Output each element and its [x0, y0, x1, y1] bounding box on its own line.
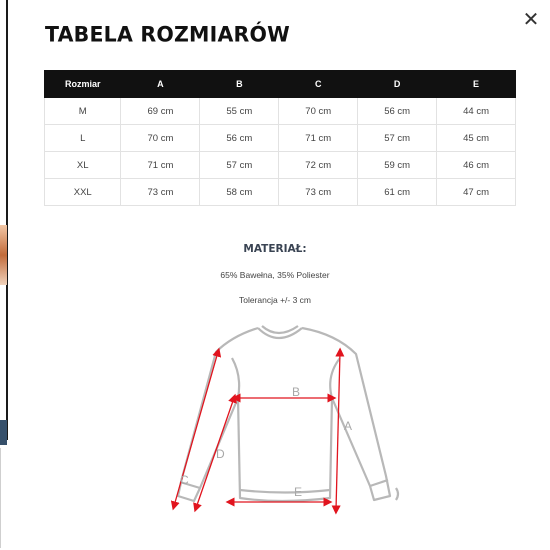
material-composition: 65% Bawełna, 35% Poliester [220, 270, 330, 280]
table-cell: 45 cm [437, 125, 516, 152]
table-cell: 72 cm [279, 152, 358, 179]
table-cell: L [45, 125, 121, 152]
background-image-strip-blue [0, 420, 7, 445]
header-e: E [437, 71, 516, 98]
label-d: D [216, 447, 225, 461]
header-size: Rozmiar [45, 71, 121, 98]
sweatshirt-outline [178, 326, 398, 501]
table-cell: 73 cm [121, 179, 200, 206]
table-cell: 71 cm [121, 152, 200, 179]
table-cell: 44 cm [437, 98, 516, 125]
table-cell: XL [45, 152, 121, 179]
table-cell: M [45, 98, 121, 125]
table-cell: 61 cm [358, 179, 437, 206]
table-cell: 70 cm [279, 98, 358, 125]
table-cell: 70 cm [121, 125, 200, 152]
table-cell: 57 cm [200, 152, 279, 179]
material-title: MATERIAŁ: [243, 243, 307, 255]
arrow-c-sleeve-inner [196, 398, 234, 508]
table-cell: 73 cm [279, 179, 358, 206]
table-cell: 58 cm [200, 179, 279, 206]
material-tolerance: Tolerancja +/- 3 cm [238, 295, 312, 305]
table-row [45, 98, 516, 125]
label-a: A [344, 419, 353, 433]
table-row [45, 152, 516, 179]
background-ticks [0, 448, 10, 548]
header-c: C [279, 71, 358, 98]
header-d: D [358, 71, 437, 98]
table-cell: 59 cm [358, 152, 437, 179]
table-cell: 71 cm [279, 125, 358, 152]
table-cell: XXL [45, 179, 121, 206]
label-c: C [180, 473, 189, 487]
modal-title: TABELA ROZMIARÓW [45, 21, 290, 47]
table-row [45, 125, 516, 152]
measurement-arrows [174, 352, 340, 510]
table-cell: 47 cm [437, 179, 516, 206]
background-divider [6, 0, 8, 440]
table-cell: 46 cm [437, 152, 516, 179]
header-a: A [121, 71, 200, 98]
table-row [45, 179, 516, 206]
label-e: E [294, 485, 303, 499]
header-b: B [200, 71, 279, 98]
size-table [44, 70, 516, 206]
table-cell: 57 cm [358, 125, 437, 152]
close-icon[interactable]: ✕ [522, 7, 540, 31]
table-cell: 56 cm [200, 125, 279, 152]
table-cell: 55 cm [200, 98, 279, 125]
table-cell: 56 cm [358, 98, 437, 125]
label-b: B [292, 385, 301, 399]
measurement-labels [180, 385, 352, 499]
size-table-header-row [45, 71, 516, 98]
sweatshirt-measurement-diagram [160, 318, 410, 518]
arrow-a-length [336, 352, 340, 510]
table-cell: 69 cm [121, 98, 200, 125]
